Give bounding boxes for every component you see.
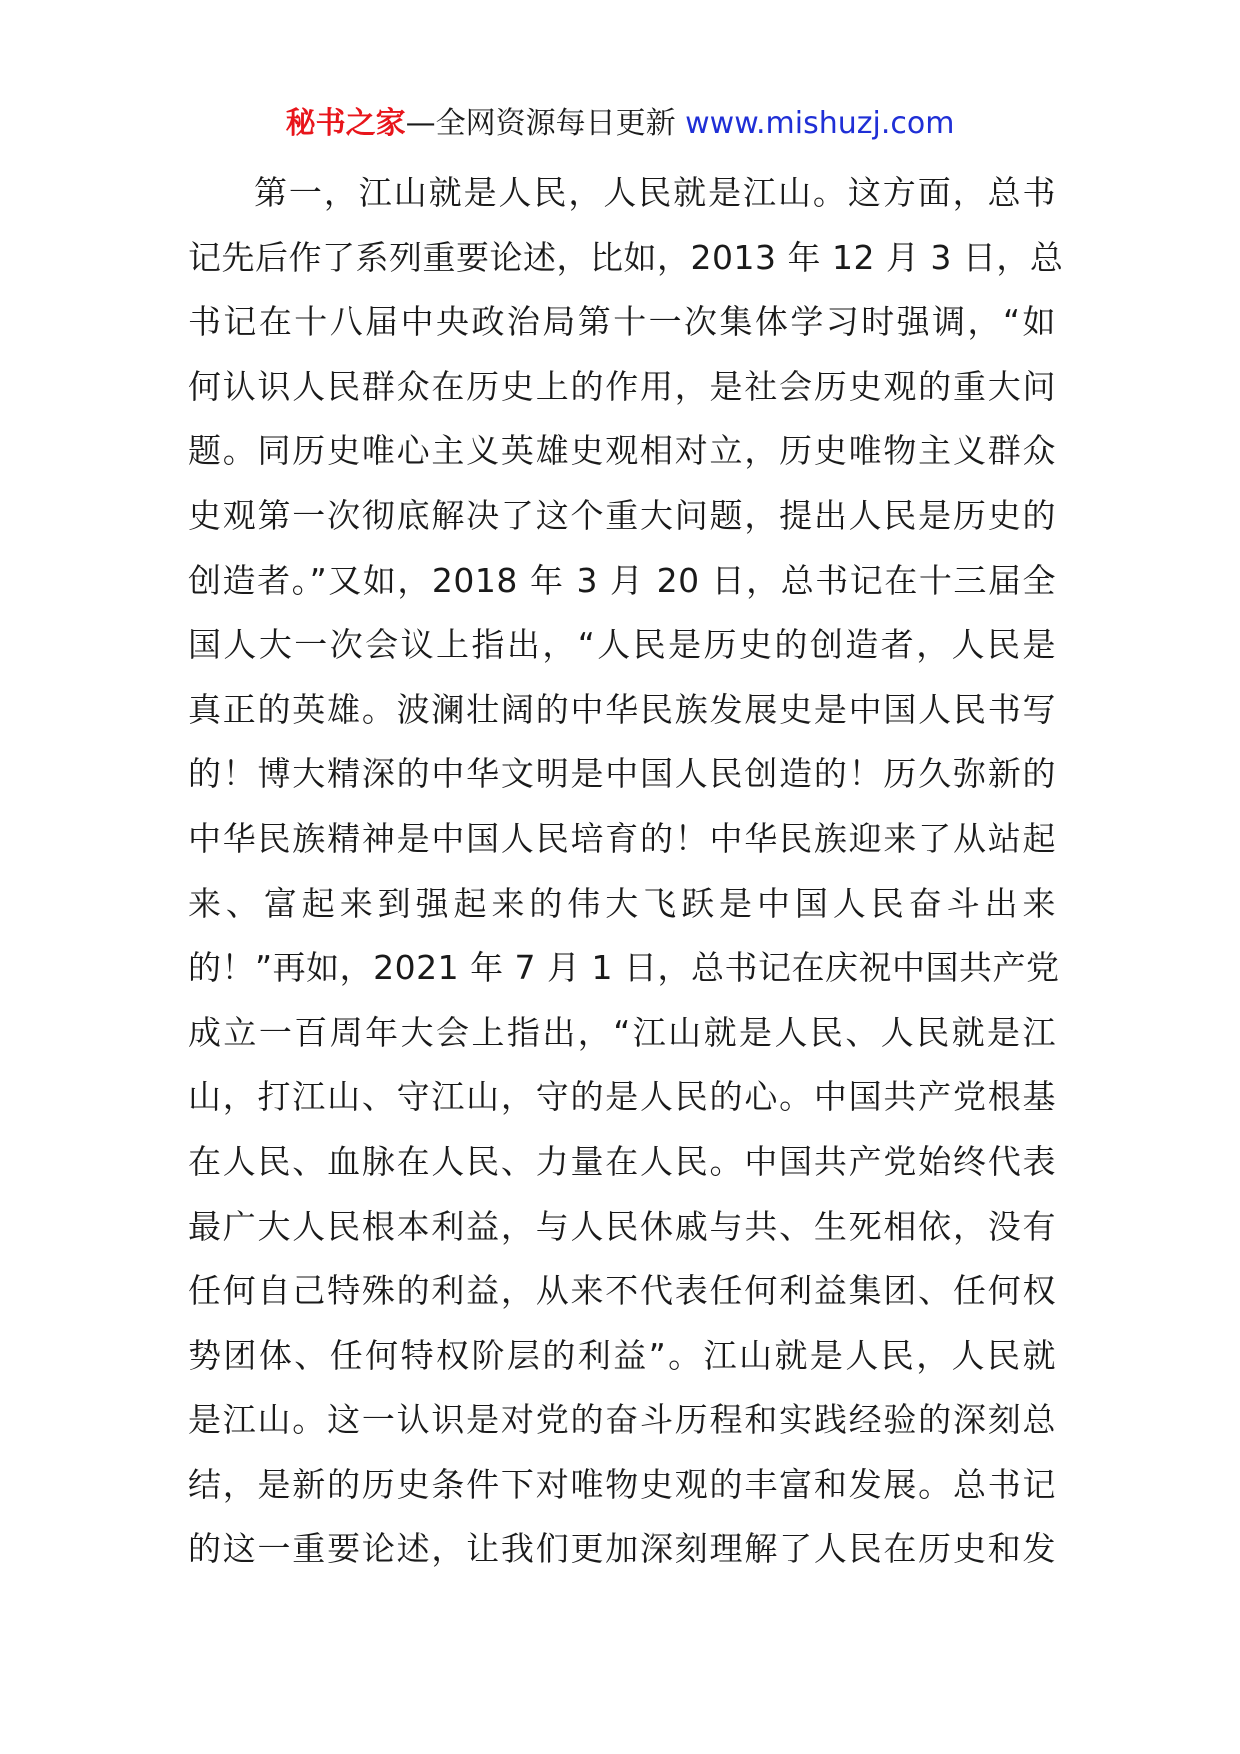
paragraph-line: 是江山。这一认识是对党的奋斗历程和实践经验的深刻总 — [188, 1400, 1056, 1440]
paragraph-line: 第一，江山就是人民，人民就是江山。这方面，总书 — [254, 173, 1056, 212]
paragraph-line: 来、富起来到强起来的伟大飞跃是中国人民奋斗出来 — [188, 883, 1056, 923]
paragraph-line: 在人民、血脉在人民、力量在人民。中国共产党始终代表 — [188, 1141, 1056, 1181]
paragraph-line: 何认识人民群众在历史上的作用，是社会历史观的重大问 — [188, 366, 1056, 406]
paragraph-line: 创造者。”又如，2018 年 3 月 20 日，总书记在十三届全 — [188, 560, 1056, 600]
brand-name: 秘书之家 — [285, 106, 406, 141]
paragraph-line: 任何自己特殊的利益，从来不代表任何利益集团、任何权 — [188, 1271, 1056, 1311]
paragraph-line: 真正的英雄。波澜壮阔的中华民族发展史是中国人民书写 — [188, 689, 1056, 729]
document-body — [188, 161, 1064, 1582]
paragraph-line: 中华民族精神是中国人民培育的！中华民族迎来了从站起 — [188, 818, 1056, 858]
paragraph-line: 山，打江山、守江山，守的是人民的心。中国共产党根基 — [188, 1077, 1056, 1117]
paragraph-line: 的这一重要论述，让我们更加深刻理解了人民在历史和发 — [188, 1529, 1056, 1569]
paragraph-line: 记先后作了系列重要论述，比如，2013 年 12 月 3 日，总 — [188, 237, 1064, 277]
paragraph-line: 题。同历史唯心主义英雄史观相对立，历史唯物主义群众 — [188, 431, 1056, 471]
site-url-link[interactable]: www.mishuzj.com — [685, 106, 955, 141]
paragraph-line: 书记在十八届中央政治局第十一次集体学习时强调，“如 — [188, 302, 1056, 342]
paragraph-line: 势团体、任何特权阶层的利益”。江山就是人民，人民就 — [188, 1335, 1056, 1375]
paragraph-line: 的！博大精深的中华文明是中国人民创造的！历久弥新的 — [188, 754, 1056, 794]
header-tagline: —全网资源每日更新 — [405, 106, 686, 141]
site-header — [0, 104, 1240, 144]
paragraph-line: 史观第一次彻底解决了这个重大问题，提出人民是历史的 — [188, 495, 1056, 535]
paragraph-line: 最广大人民根本利益，与人民休戚与共、生死相依，没有 — [188, 1206, 1056, 1246]
paragraph-line: 的！”再如，2021 年 7 月 1 日，总书记在庆祝中国共产党 — [188, 948, 1060, 988]
paragraph-line: 成立一百周年大会上指出，“江山就是人民、人民就是江 — [188, 1012, 1056, 1052]
paragraph-line: 国人大一次会议上指出，“人民是历史的创造者，人民是 — [188, 625, 1056, 665]
paragraph-line: 结，是新的历史条件下对唯物史观的丰富和发展。总书记 — [188, 1464, 1056, 1504]
